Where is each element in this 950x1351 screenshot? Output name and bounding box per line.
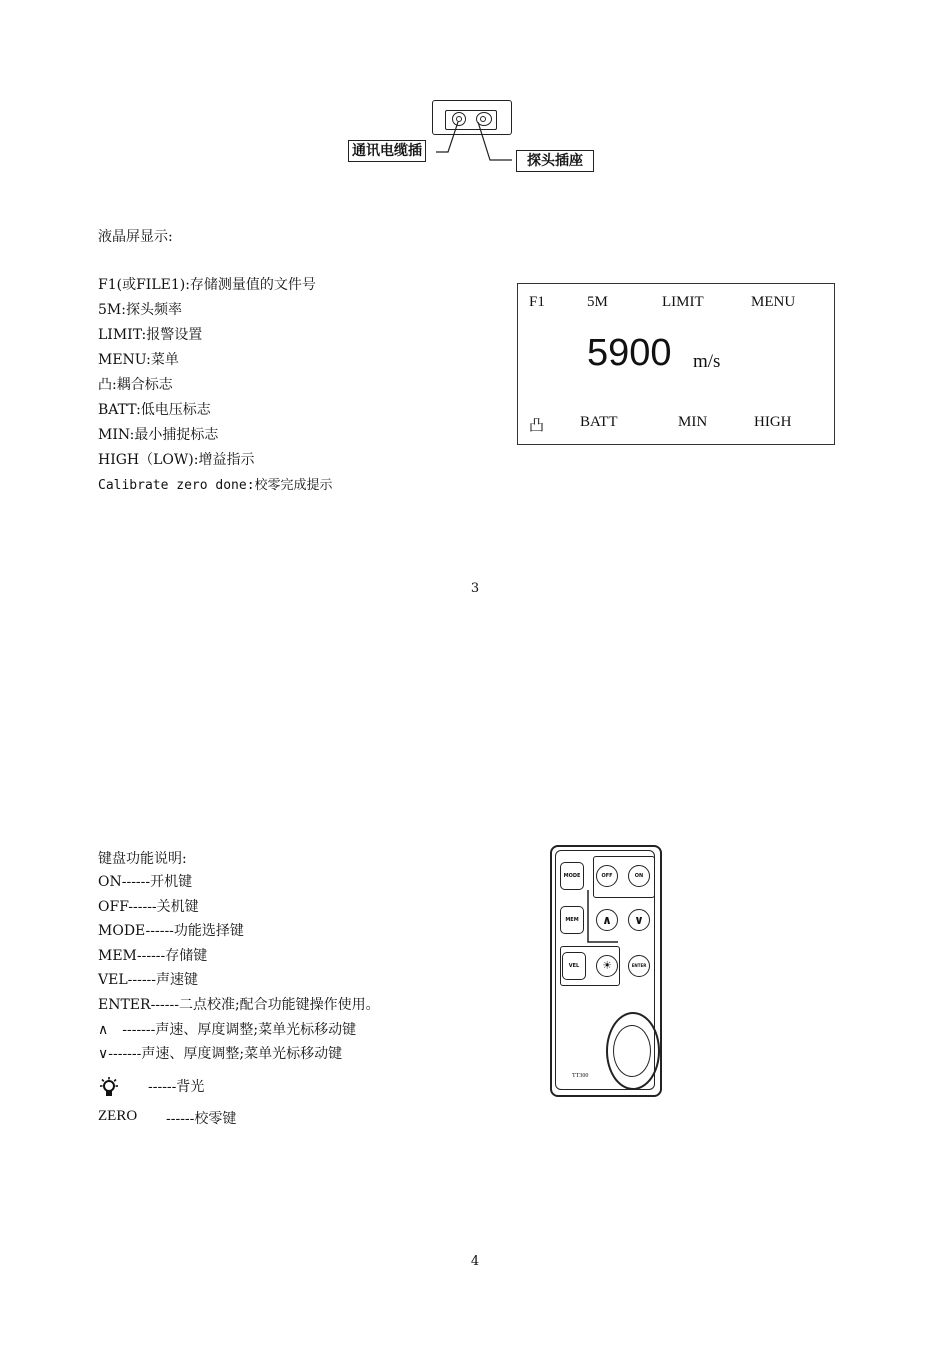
zero-key-label: ZERO <box>98 1108 138 1124</box>
page-number-3: 3 <box>470 581 480 596</box>
key-item-mode: MODE------功能选择键 <box>98 923 244 940</box>
lcd-frequency-indicator: 5M <box>587 294 608 310</box>
lcd-measurement-value: 5900 <box>587 332 672 374</box>
key-item-enter: ENTER------二点校准;配合功能键操作使用。 <box>98 996 380 1013</box>
model-label: TT300 <box>572 1073 589 1079</box>
lcd-gain-indicator: HIGH <box>754 414 792 430</box>
lcd-batt-indicator: BATT <box>580 414 618 430</box>
lcd-item-menu: MENU:菜单 <box>98 352 179 368</box>
keypad-description-list <box>98 870 380 1067</box>
backlight-description: ------背光 <box>148 1079 205 1095</box>
lcd-file-indicator: F1 <box>529 294 545 310</box>
off-button[interactable]: OFF <box>596 865 618 887</box>
vel-button[interactable]: VEL <box>562 952 586 980</box>
lcd-limit-indicator: LIMIT <box>662 294 704 310</box>
enter-button[interactable]: ENTER <box>628 955 650 977</box>
lcd-item-batt: BATT:低电压标志 <box>98 402 211 418</box>
leader-lines <box>420 118 530 168</box>
up-arrow-button[interactable]: ∧ <box>596 909 618 931</box>
down-arrow-button[interactable]: ∨ <box>628 909 650 931</box>
lcd-item-gain: HIGH（LOW):增益指示 <box>98 452 255 468</box>
key-item-down: ∨-------声速、厚度调整;菜单光标移动键 <box>98 1046 343 1063</box>
lcd-description-list <box>98 273 333 498</box>
lcd-display-panel <box>517 283 835 445</box>
cable-connector-label: 通讯电缆插 <box>348 140 426 162</box>
lcd-item-calibrate: Calibrate zero done:校零完成提示 <box>98 478 333 493</box>
lcd-item-min: MIN:最小捕捉标志 <box>98 427 219 443</box>
keypad-section-title: 键盘功能说明: <box>98 851 187 867</box>
lcd-item-coupling: 凸:耦合标志 <box>98 377 173 393</box>
key-item-on: ON------开机键 <box>98 874 193 890</box>
probe-socket-label: 探头插座 <box>516 150 594 172</box>
lcd-item-f1: F1(或FILE1):存储测量值的文件号 <box>98 277 316 293</box>
mode-button[interactable]: MODE <box>560 862 584 890</box>
key-item-vel: VEL------声速键 <box>98 972 199 989</box>
lcd-section-title: 液晶屏显示: <box>98 229 173 245</box>
key-item-mem: MEM------存储键 <box>98 947 208 964</box>
key-item-up: ∧ -------声速、厚度调整;菜单光标移动键 <box>98 1021 357 1038</box>
lcd-coupling-icon: 凸 <box>529 418 545 434</box>
on-button[interactable]: ON <box>628 865 650 887</box>
lcd-item-limit: LIMIT:报警设置 <box>98 327 203 343</box>
probe-port-inner <box>613 1025 651 1077</box>
lcd-menu-indicator: MENU <box>751 294 796 310</box>
zero-key-description: ------校零键 <box>166 1111 237 1127</box>
lcd-unit: m/s <box>693 351 721 372</box>
key-item-off: OFF------关机键 <box>98 898 199 915</box>
page-number-4: 4 <box>470 1254 480 1269</box>
lcd-min-indicator: MIN <box>678 414 708 430</box>
backlight-bulb-icon <box>98 1077 120 1099</box>
mem-button[interactable]: MEM <box>560 906 584 934</box>
lcd-item-5m: 5M:探头频率 <box>98 302 182 318</box>
backlight-button[interactable]: ☀ <box>596 955 618 977</box>
